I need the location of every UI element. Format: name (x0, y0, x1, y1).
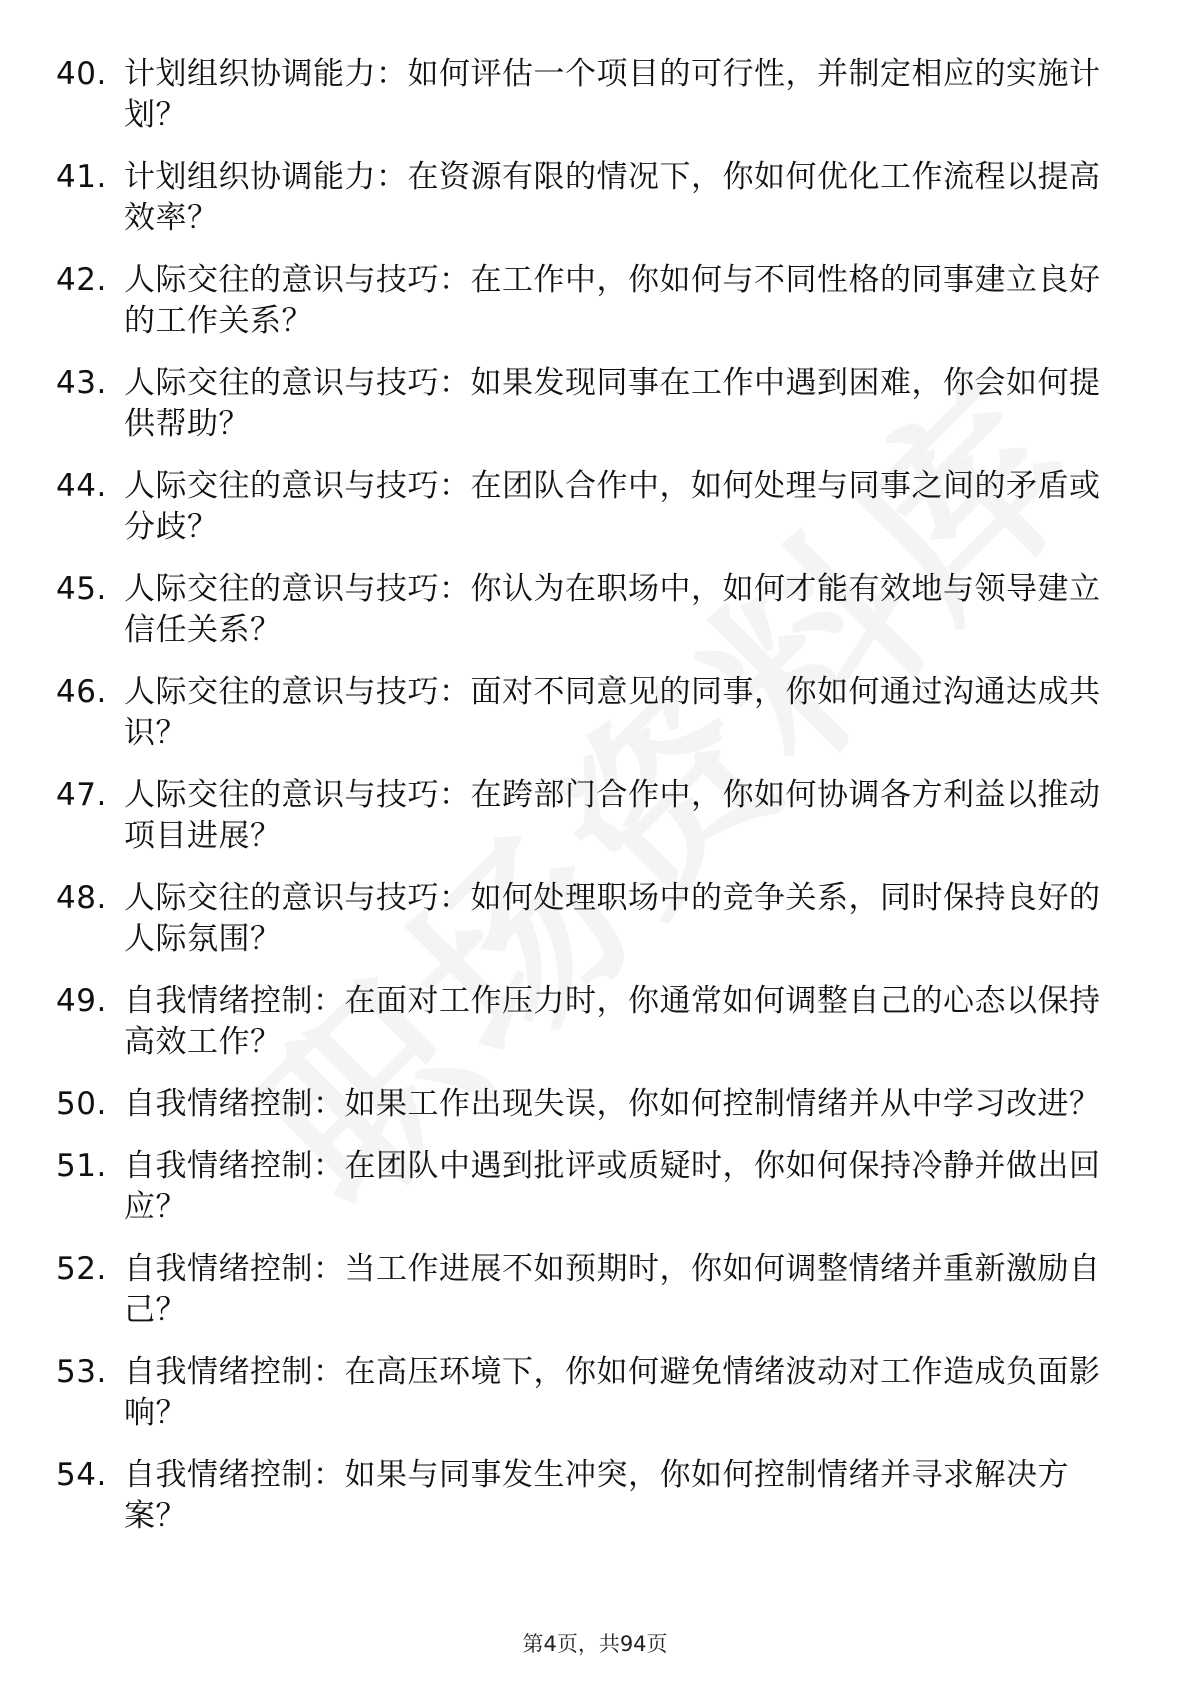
list-item (56, 569, 1116, 651)
question-text: 人际交往的意识与技巧：面对不同意见的同事，你如何通过沟通达成共识？ (124, 674, 1101, 751)
list-item (56, 1352, 1116, 1434)
question-text: 人际交往的意识与技巧：在跨部门合作中，你如何协调各方利益以推动项目进展？ (124, 777, 1101, 854)
question-number: 52. (56, 1251, 107, 1287)
question-number: 47. (56, 777, 107, 813)
question-number: 41. (56, 159, 107, 195)
question-number: 51. (56, 1148, 107, 1184)
question-number: 46. (56, 674, 107, 710)
list-item (56, 1249, 1116, 1331)
question-number: 53. (56, 1354, 107, 1390)
question-number: 43. (56, 365, 107, 401)
list-item (56, 54, 1116, 136)
question-text: 计划组织协调能力：在资源有限的情况下，你如何优化工作流程以提高效率？ (124, 159, 1101, 236)
question-text: 自我情绪控制：当工作进展不如预期时，你如何调整情绪并重新激励自己？ (124, 1251, 1101, 1328)
question-text: 自我情绪控制：在团队中遇到批评或质疑时，你如何保持冷静并做出回应？ (124, 1148, 1101, 1225)
question-text: 人际交往的意识与技巧：如果发现同事在工作中遇到困难，你会如何提供帮助？ (124, 365, 1101, 442)
list-item (56, 1455, 1116, 1537)
list-item (56, 466, 1116, 548)
list-item (56, 363, 1116, 445)
question-number: 49. (56, 983, 107, 1019)
question-list (56, 54, 1116, 1558)
question-text: 自我情绪控制：在面对工作压力时，你通常如何调整自己的心态以保持高效工作？ (124, 983, 1101, 1060)
question-text: 人际交往的意识与技巧：如何处理职场中的竞争关系，同时保持良好的人际氛围？ (124, 880, 1101, 957)
list-item (56, 157, 1116, 239)
page-number: 第4页，共94页 (522, 1632, 668, 1656)
list-item (56, 1084, 1116, 1125)
question-number: 50. (56, 1086, 107, 1122)
list-item (56, 775, 1116, 857)
question-text: 人际交往的意识与技巧：在团队合作中，如何处理与同事之间的矛盾或分歧？ (124, 468, 1101, 545)
question-text: 计划组织协调能力：如何评估一个项目的可行性，并制定相应的实施计划？ (124, 56, 1101, 133)
question-number: 44. (56, 468, 107, 504)
list-item (56, 672, 1116, 754)
question-text: 自我情绪控制：如果工作出现失误，你如何控制情绪并从中学习改进？ (124, 1086, 1101, 1122)
list-item (56, 878, 1116, 960)
list-item (56, 981, 1116, 1063)
question-number: 42. (56, 262, 107, 298)
question-number: 48. (56, 880, 107, 916)
question-number: 54. (56, 1457, 107, 1493)
question-number: 45. (56, 571, 107, 607)
question-number: 40. (56, 56, 107, 92)
list-item (56, 260, 1116, 342)
question-text: 自我情绪控制：如果与同事发生冲突，你如何控制情绪并寻求解决方案？ (124, 1457, 1069, 1534)
question-text: 人际交往的意识与技巧：你认为在职场中，如何才能有效地与领导建立信任关系？ (124, 571, 1101, 648)
question-text: 人际交往的意识与技巧：在工作中，你如何与不同性格的同事建立良好的工作关系？ (124, 262, 1101, 339)
list-item (56, 1146, 1116, 1228)
question-text: 自我情绪控制：在高压环境下，你如何避免情绪波动对工作造成负面影响？ (124, 1354, 1101, 1431)
